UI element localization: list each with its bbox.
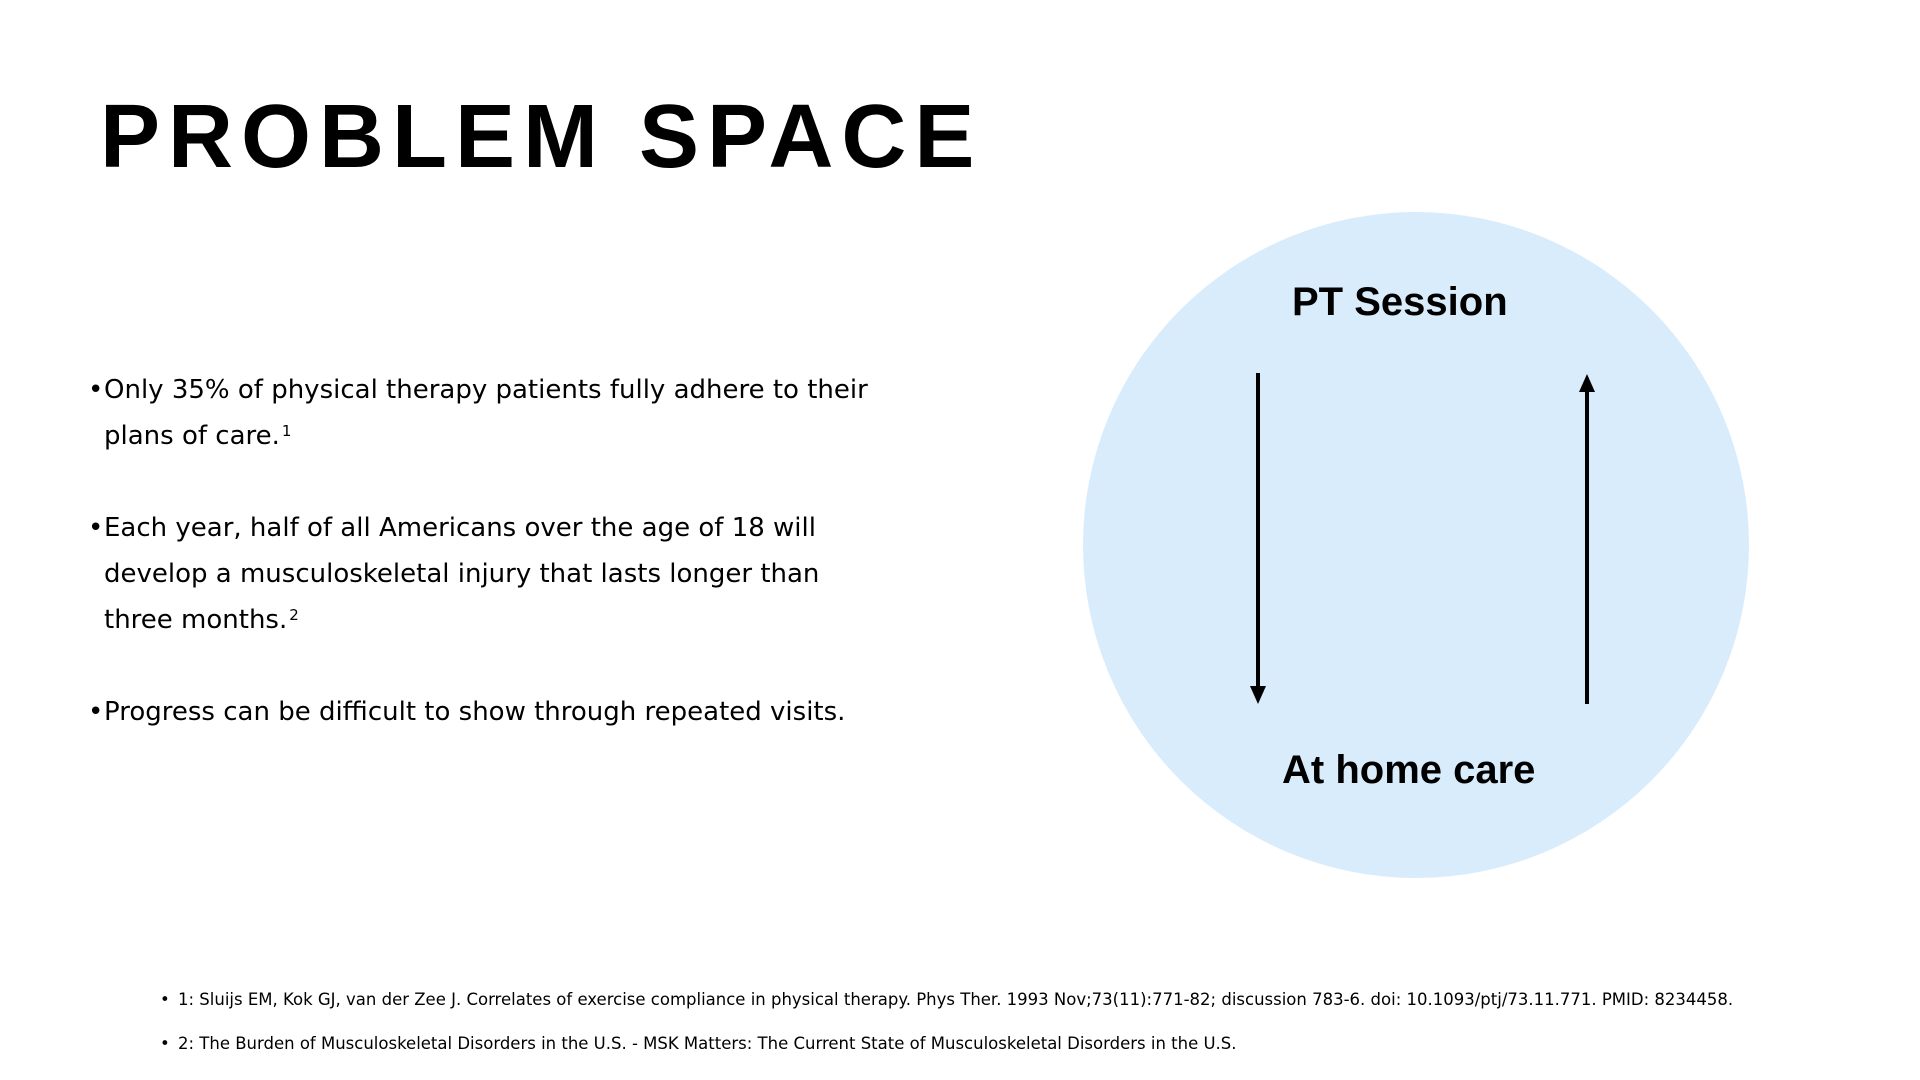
reference-item: [160, 1022, 1733, 1066]
pt-session-label: PT Session: [1292, 280, 1508, 324]
bullet-text: Progress can be difficult to show through repeated visits.: [104, 697, 846, 727]
bullet-item: [88, 367, 888, 459]
bullet-item: [88, 689, 888, 735]
reference-item: [160, 978, 1733, 1022]
bullet-marker: •: [88, 513, 104, 543]
slide-title: PROBLEM SPACE: [100, 87, 983, 187]
bullet-marker: •: [88, 697, 104, 727]
footnote-marker: 2: [289, 606, 299, 624]
reference-text: 1: Sluijs EM, Kok GJ, van der Zee J. Correlates of exercise compliance in physical therapy. Phys Ther. 1993 Nov;73(11):771-82; discussion 783-6. doi: 10.1093/ptj/73.11.771. PMID: 8234458.: [178, 990, 1734, 1009]
bullet-text: Each year, half of all Americans over the age of 18 will develop a musculoskeletal injury that lasts longer than three months.: [104, 513, 820, 635]
bullet-list: [88, 367, 888, 781]
bullet-marker: •: [88, 375, 104, 405]
reference-list: [160, 978, 1733, 1066]
bullet-marker: •: [160, 1034, 170, 1053]
bullet-item: [88, 505, 888, 643]
reference-text: 2: The Burden of Musculoskeletal Disorders in the U.S. - MSK Matters: The Current State of Musculoskeletal Disorders in the U.S.: [178, 1034, 1237, 1053]
bullet-marker: •: [160, 990, 170, 1009]
at-home-care-label: At home care: [1282, 748, 1536, 792]
bullet-text: Only 35% of physical therapy patients fully adhere to their plans of care.: [104, 375, 868, 451]
footnote-marker: 1: [281, 422, 292, 440]
